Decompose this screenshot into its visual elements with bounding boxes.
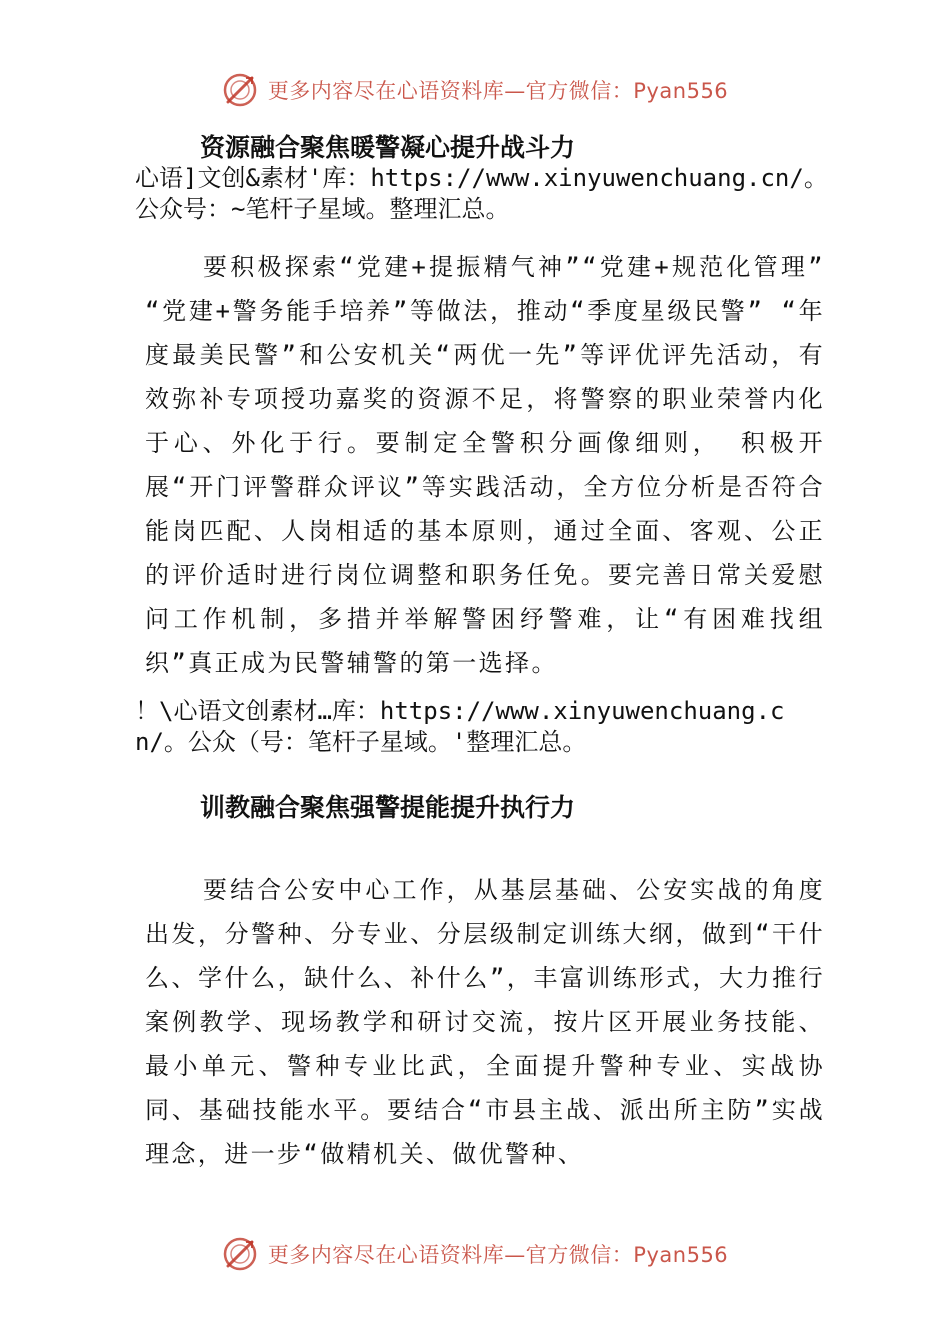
brand-logo-icon (222, 1236, 258, 1272)
brand-logo-icon (222, 72, 258, 108)
watermark-text-2: ！\心语文创素材…库：https://www.xinyuwenchuang.cn/。公众（号：笔杆子星域。'整理汇总。 (135, 697, 785, 756)
watermark-text-1: 心语]文创&素材'库：https://www.xinyuwenchuang.cn/。公众号：~笔杆子星域。整理汇总。 (135, 164, 828, 223)
section-1-paragraph: 要积极探索“党建+提振精气神”“党建+规范化管理” “党建+警务能手培养”等做法，推动“季度星级民警” “年度最美民警”和公安机关“两优一先”等评优评先活动，有效弥补专项授功嘉奖的资源不足，将警察的职业荣誉内化于心、外化于行。要制定全警积分画像细则， 积极开展“开门评警群众评议”等实践活动，全方位分析是否符合能岗匹配、人岗相适的基本原则，通过全面、客观、公正的评价适时进行岗位调整和职务任免。要完善日常关爱慰问工作机制，多措并举解警困纾警难，让“有困难找组织”真正成为民警辅警的第一选择。 (145, 253, 825, 677)
header-banner (0, 68, 950, 112)
footer-banner-text: 更多内容尽在心语资料库—官方微信：Pyan556 (267, 1243, 729, 1267)
header-banner-text: 更多内容尽在心语资料库—官方微信：Pyan556 (267, 79, 729, 103)
section-1-title: 资源融合聚焦暖警凝心提升战斗力 (200, 133, 576, 162)
footer-banner (0, 1232, 950, 1276)
section-2-paragraph: 要结合公安中心工作，从基层基础、公安实战的角度出发，分警种、分专业、分层级制定训练大纲，做到“干什么、学什么，缺什么、补什么”，丰富训练形式，大力推行案例教学、现场教学和研讨交流，按片区开展业务技能、最小单元、警种专业比武，全面提升警种专业、实战协同、基础技能水平。要结合“市县主战、派出所主防”实战理念，进一步“做精机关、做优警种、 (145, 876, 825, 1168)
section-2-title: 训教融合聚焦强警提能提升执行力 (200, 793, 576, 822)
